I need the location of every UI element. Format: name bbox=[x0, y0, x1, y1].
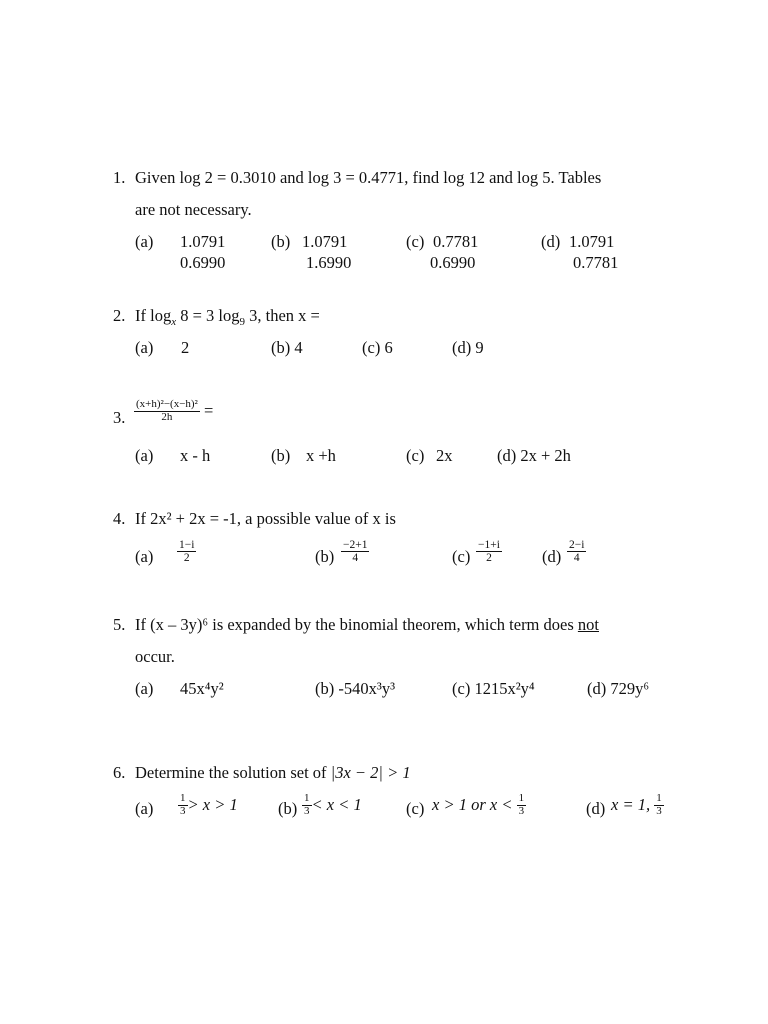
question-2-number: 2. bbox=[113, 306, 126, 325]
q5-option-d: (d) 729y⁶ bbox=[587, 679, 650, 698]
q2-option-d: (d) 9 bbox=[452, 338, 484, 357]
q6-option-a-value: $\frac{1}{3}$ > x > 1 bbox=[180, 792, 238, 817]
q3-option-c-value: 2x bbox=[436, 446, 453, 465]
q6-option-b-label: (b) bbox=[278, 799, 298, 818]
question-3-number: 3. bbox=[113, 408, 126, 427]
q5-option-c: (c) 1215x²y⁴ bbox=[452, 679, 535, 698]
question-6-number: 6. bbox=[113, 763, 126, 782]
q1-option-b-value2: 1.6990 bbox=[306, 253, 352, 272]
q1-option-a-value2: 0.6990 bbox=[180, 253, 226, 272]
question-2-text: If $\log_x 8 = 3$ $\log_9 3$, then x = bbox=[135, 306, 320, 328]
q1-option-a-label: (a) bbox=[135, 232, 154, 251]
q4-option-a-label: (a) bbox=[135, 547, 154, 566]
q3-option-a-value: x - h bbox=[180, 446, 211, 465]
emphasis-not: not bbox=[577, 615, 599, 634]
q2-option-a-label: (a) bbox=[135, 338, 154, 357]
q3-option-b-value: x +h bbox=[306, 446, 336, 465]
q3-option-b-label: (b) bbox=[271, 446, 291, 465]
question-1-text-cont: are not necessary. bbox=[135, 200, 252, 219]
q6-option-a-label: (a) bbox=[135, 799, 154, 818]
q1-option-b-label: (b) bbox=[271, 232, 291, 251]
q5-option-b: (b) -540x³y³ bbox=[315, 679, 396, 698]
q6-option-c-label: (c) bbox=[406, 799, 425, 818]
q1-option-d-value2: 0.7781 bbox=[573, 253, 619, 272]
q2-option-b: (b) 4 bbox=[271, 338, 303, 357]
q1-option-a-value1: 1.0791 bbox=[180, 232, 226, 251]
q1-option-b-value1: 1.0791 bbox=[302, 232, 348, 251]
q1-option-d-label: (d) bbox=[541, 232, 561, 251]
question-5-text: If (x – 3y)⁶ is expanded by the binomial theorem, which term does not bbox=[135, 615, 599, 634]
question-4-text: If 2x² + 2x = -1, a possible value of x is bbox=[135, 509, 396, 528]
question-1-number: 1. bbox=[113, 168, 126, 187]
q4-option-d-label: (d) bbox=[542, 547, 562, 566]
q4-option-d-fraction: $\frac{2-i}{4}$ bbox=[569, 539, 585, 565]
q2-option-a-value: 2 bbox=[181, 338, 190, 357]
q3-option-c-label: (c) bbox=[406, 446, 425, 465]
q2-option-c: (c) 6 bbox=[362, 338, 393, 357]
q6-expression: |3x − 2| > 1 bbox=[330, 763, 411, 782]
question-1-text: Given log 2 = 0.3010 and log 3 = 0.4771, find log 12 and log 5. Tables bbox=[135, 168, 602, 187]
q3-fraction: $\frac{\text{(x+h)²−(x−h)²}}{2h}$ bbox=[136, 398, 198, 423]
question-5-number: 5. bbox=[113, 615, 126, 634]
q6-option-d-value: x = 1, $\frac{1}{3}$ bbox=[611, 792, 662, 817]
q1-option-c-value2: 0.6990 bbox=[430, 253, 476, 272]
q6-option-b-value: $\frac{1}{3}$ < x < 1 bbox=[304, 792, 362, 817]
question-5-text-cont: occur. bbox=[135, 647, 175, 666]
q4-option-c-label: (c) bbox=[452, 547, 471, 566]
q4-option-a-fraction: $\frac{1-i}{2}$ bbox=[179, 539, 195, 565]
q5-option-a-label: (a) bbox=[135, 679, 154, 698]
q6-option-c-value: x > 1 or x < $\frac{1}{3}$ bbox=[432, 792, 525, 817]
question-6-text: Determine the solution set of |3x − 2| > 1 bbox=[135, 763, 411, 782]
q1-option-c-value1: 0.7781 bbox=[433, 232, 479, 251]
question-4-number: 4. bbox=[113, 509, 126, 528]
q3-option-d: (d) 2x + 2h bbox=[497, 446, 571, 465]
q6-option-d-label: (d) bbox=[586, 799, 606, 818]
q1-option-c-label: (c) bbox=[406, 232, 425, 251]
question-3-expression: $\frac{\text{(x+h)²−(x−h)²}}{2h}$ = bbox=[136, 398, 214, 423]
q4-option-b-fraction: $\frac{-2+1}{4}$ bbox=[343, 539, 368, 565]
q5-option-a-value: 45x⁴y² bbox=[180, 679, 224, 698]
q1-option-d-value1: 1.0791 bbox=[569, 232, 615, 251]
q4-option-b-label: (b) bbox=[315, 547, 335, 566]
q4-option-c-fraction: $\frac{-1+i}{2}$ bbox=[478, 539, 500, 565]
q3-option-a-label: (a) bbox=[135, 446, 154, 465]
